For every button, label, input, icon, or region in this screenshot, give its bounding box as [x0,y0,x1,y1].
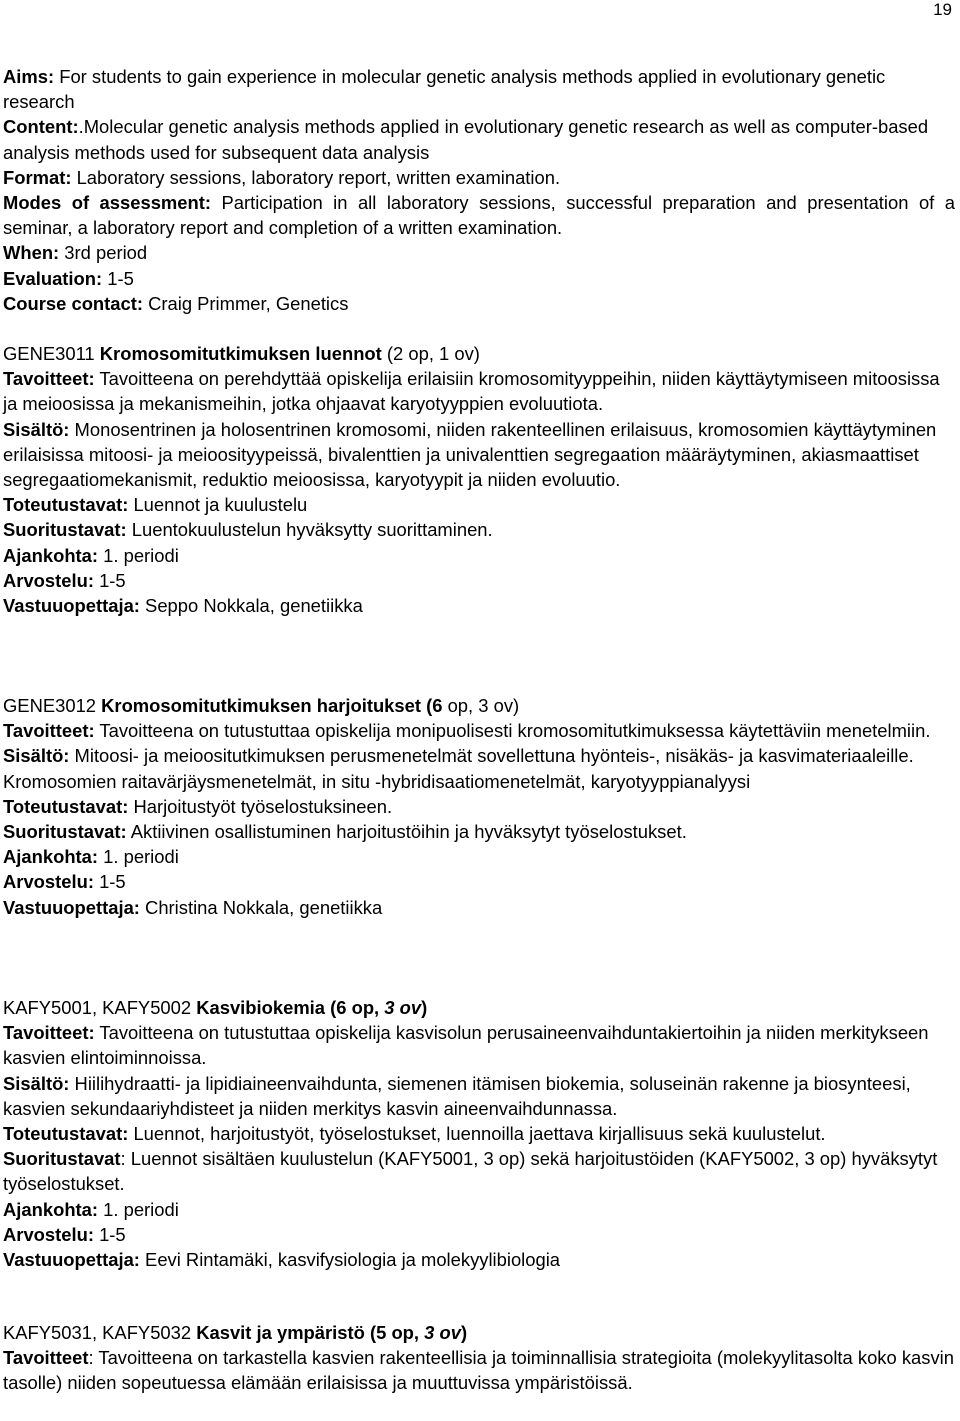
field-label: Ajankohta: [3,1198,99,1220]
field-label: Sisältö: [3,418,70,440]
field-toteutustavat [3,492,955,517]
field-ajankohta [3,844,955,869]
course-code: KAFY5001, KAFY5002 [3,997,197,1018]
field-text: Monosentrinen ja holosentrinen kromosomi, niiden rakenteellinen erilaisuus, kromosomien käyttäytyminen erilaisissa mitoosi- ja meioosityypeissä, bivalenttien ja univalenttien segregaation määräytyminen, akiasmaattiset segregaatiomekanismit, reduktio meioosissa, karyotyypit ja niiden evoluutio. [3,418,937,491]
course-title: Kromosomitutkimuksen harjoitukset (6 [101,695,443,716]
contact-text: Craig Primmer, Genetics [143,292,349,314]
field-text: 1-5 [93,1223,126,1245]
field-label: Toteutustavat: [3,1123,129,1145]
field-arvostelu [3,869,955,894]
content-line [3,114,955,164]
field-label: Suoritustavat: [3,821,127,843]
field-vastuuopettaja [3,1247,955,1272]
page-number: 19 [933,0,952,19]
field-text: Luennot ja kuulustelu [128,494,308,516]
field-label: Tavoitteet: [3,1022,95,1044]
modes-label: Modes of assessment: [3,192,211,214]
field-text: Seppo Nokkala, genetiikka [139,595,363,617]
field-label: Arvostelu: [3,569,94,591]
field-text: 1-5 [93,569,126,591]
course-heading [3,341,955,366]
field-tavoitteet [3,718,955,743]
contact-line [3,291,955,316]
aims-text: For students to gain experience in molecular genetic analysis methods applied in evolutionary genetic research [3,66,886,113]
when-label: When: [3,242,60,264]
course-credits: (2 op, 1 ov) [381,343,480,364]
field-arvostelu [3,568,955,593]
field-text: : Luennot sisältäen kuulustelun (KAFY5001, 3 op) sekä harjoitustöiden (KAFY5002, 3 op) hyväksytyt työselostukset. [3,1148,938,1195]
field-text: Tavoitteena on tutustuttaa opiskelija kasvisolun perusaineenvaihduntakiertoihin ja niiden merkitykseen kasvien elintoiminnoissa. [3,1022,929,1069]
field-label: Vastuuopettaja: [3,896,140,918]
field-suoritustavat [3,819,955,844]
format-label: Format: [3,166,72,188]
field-text: Aktiivinen osallistuminen harjoitustöihin ja hyväksytyt työselostukset. [126,821,687,843]
field-text: Hiilihydraatti- ja lipidiaineenvaihdunta, siemenen itämisen biokemia, soluseinän rakenne ja biosynteesi, kasvien sekundaariyhdisteet ja niiden merkitys kasvin aineenvaihdunnassa. [3,1072,911,1119]
field-text: 1. periodi [98,544,179,566]
course-heading [3,1320,955,1345]
field-text: Christina Nokkala, genetiikka [139,896,383,918]
course-intro [3,64,955,316]
field-label: Toteutustavat: [3,795,129,817]
field-text: Tavoitteena on perehdyttää opiskelija erilaisiin kromosomityyppeihin, niiden käyttäytymiseen mitoosissa ja meioosissa ja mekanismeihin, jotka ohjaavat karyotyyppien evoluutiota. [3,368,940,415]
field-ajankohta [3,543,955,568]
field-label: Tavoitteet: [3,368,95,390]
contact-label: Course contact: [3,292,143,314]
course-code: GENE3012 [3,695,102,716]
aims-label: Aims: [3,66,55,87]
course-title-italic: 3 ov [384,997,422,1018]
format-text: Laboratory sessions, laboratory report, written examination. [71,166,561,188]
course-title [196,1322,467,1343]
course-title-italic: 3 ov [424,1322,461,1343]
field-text: Eevi Rintamäki, kasvifysiologia ja molekyylibiologia [139,1249,561,1271]
field-vastuuopettaja [3,895,955,920]
field-label: Toteutustavat: [3,494,129,516]
course-code: KAFY5031, KAFY5032 [3,1322,197,1343]
field-text: Luentokuulustelun hyväksytty suorittaminen. [126,519,493,541]
field-arvostelu [3,1222,955,1247]
course-title-end: ) [460,1322,468,1343]
field-sisalto [3,417,955,493]
field-label: Arvostelu: [3,1223,94,1245]
field-label: Vastuuopettaja: [3,1249,140,1271]
field-text: Harjoitustyöt työselostuksineen. [128,795,393,817]
field-label: Vastuuopettaja: [3,595,140,617]
evaluation-line [3,266,955,291]
field-label: Arvostelu: [3,871,94,893]
course-title: Kromosomitutkimuksen luennot [99,343,382,364]
course-code: GENE3011 [3,343,100,364]
field-toteutustavat [3,1121,955,1146]
course-title-end: ) [421,997,428,1018]
course-title-text: Kasvibiokemia (6 op, [196,997,385,1018]
field-sisalto [3,1071,955,1121]
field-ajankohta [3,1197,955,1222]
course-gene3011 [3,341,955,618]
field-text: Luennot, harjoitustyöt, työselostukset, luennoilla jaettava kirjallisuus sekä kuulustelut. [128,1123,826,1145]
field-label: Tavoitteet [3,1347,89,1369]
course-title [196,997,427,1018]
course-gene3012 [3,693,955,920]
when-line [3,240,955,265]
content-label: Content: [3,116,79,138]
field-vastuuopettaja [3,593,955,618]
field-sisalto [3,743,955,793]
evaluation-label: Evaluation: [3,267,103,289]
content-text: .Molecular genetic analysis methods applied in evolutionary genetic research as well as computer-based analysis methods used for subsequent data analysis [3,116,929,163]
course-heading [3,995,955,1020]
modes-text: Participation in all laboratory sessions, successful preparation and presentation of a seminar, a laboratory report and completion of a written examination. [3,192,955,239]
field-toteutustavat [3,794,955,819]
field-suoritustavat [3,517,955,542]
field-label: Suoritustavat [3,1148,121,1170]
course-title-text: Kasvit ja ympäristö (5 op, [196,1322,425,1343]
course-kafy5001 [3,995,955,1272]
field-text: 1. periodi [98,846,179,868]
field-tavoitteet [3,1020,955,1070]
field-label: Ajankohta: [3,846,99,868]
field-text: : Tavoitteena on tarkastella kasvien rakenteellisia ja toiminnallisia strategioita (molekyylitasolta koko kasvin tasolle) niiden sopeutuessa elämään erilaisissa ja muuttuvissa ympäristöissä. [3,1347,954,1394]
field-label: Suoritustavat: [3,519,127,541]
field-text: 1-5 [93,871,126,893]
course-heading [3,693,955,718]
field-label: Sisältö: [3,1072,70,1094]
field-label: Sisältö: [3,745,70,767]
evaluation-text: 1-5 [102,267,134,289]
format-line [3,165,955,190]
field-label: Ajankohta: [3,544,99,566]
field-suoritustavat [3,1146,955,1196]
when-text: 3rd period [59,242,148,264]
modes-line [3,190,955,240]
field-tavoitteet [3,366,955,416]
field-tavoitteet [3,1345,955,1395]
aims-line [3,64,955,114]
field-label: Tavoitteet: [3,720,95,742]
course-credits: op, 3 ov) [442,695,520,716]
field-text: Mitoosi- ja meioositutkimuksen perusmenetelmät sovellettuna hyönteis-, nisäkäs- ja kasvimateriaaleille. Kromosomien raitavärjäysmenetelmät, in situ -hybridisaatiomenetelmät, karyotyyppianalyysi [3,745,914,792]
field-text: Tavoitteena on tutustuttaa opiskelija monipuolisesti kromosomitutkimuksessa käytettäviin menetelmiin. [94,720,931,742]
field-text: 1. periodi [98,1198,179,1220]
course-kafy5031 [3,1320,955,1396]
